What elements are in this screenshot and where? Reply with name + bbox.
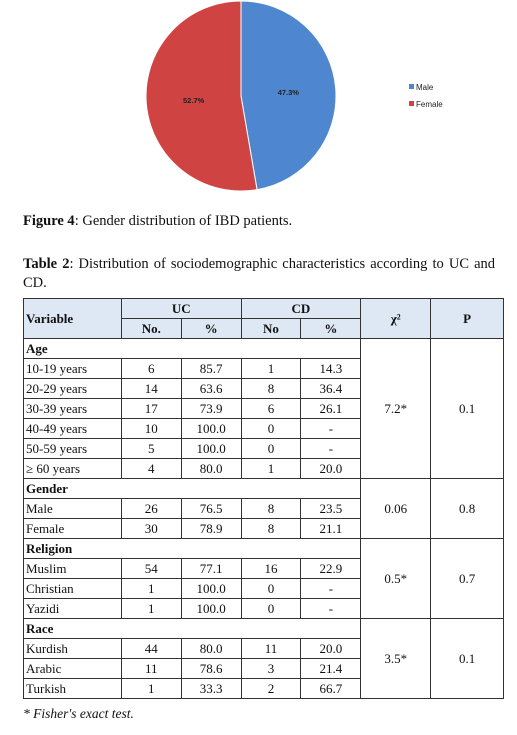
- uc-count: 10: [121, 419, 181, 439]
- table-caption-label: Table 2: [23, 256, 70, 272]
- uc-percent: 76.5: [181, 499, 241, 519]
- uc-percent: 80.0: [181, 639, 241, 659]
- cd-count: 0: [241, 419, 301, 439]
- header-uc-no: No.: [121, 319, 181, 339]
- cd-percent: 26.1: [301, 399, 361, 419]
- row-label: 30-39 years: [24, 399, 122, 419]
- cd-count: 1: [241, 459, 301, 479]
- table-footnote: * Fisher's exact test.: [23, 706, 134, 721]
- row-label: Muslim: [24, 559, 122, 579]
- cd-percent: -: [301, 419, 361, 439]
- group-name: Religion: [24, 539, 361, 559]
- header-cd: CD: [241, 299, 361, 319]
- header-cd-no: No: [241, 319, 301, 339]
- uc-percent: 100.0: [181, 439, 241, 459]
- header-cd-pct: %: [301, 319, 361, 339]
- header-uc: UC: [121, 299, 241, 319]
- uc-percent: 100.0: [181, 599, 241, 619]
- cd-percent: 14.3: [301, 359, 361, 379]
- figure-caption-label: Figure 4: [23, 213, 75, 229]
- group-header-row: [24, 619, 504, 639]
- cd-percent: -: [301, 599, 361, 619]
- row-label: Female: [24, 519, 122, 539]
- pie-label-female: 52.7%: [183, 96, 205, 106]
- group-name: Race: [24, 619, 361, 639]
- uc-percent: 33.3: [181, 679, 241, 699]
- row-label: Christian: [24, 579, 122, 599]
- row-label: Yazidi: [24, 599, 122, 619]
- uc-percent: 85.7: [181, 359, 241, 379]
- cd-percent: 20.0: [301, 459, 361, 479]
- uc-percent: 77.1: [181, 559, 241, 579]
- uc-count: 14: [121, 379, 181, 399]
- cd-percent: 22.9: [301, 559, 361, 579]
- group-p-value: 0.8: [431, 479, 504, 539]
- group-p-value: 0.7: [431, 539, 504, 619]
- cd-count: 11: [241, 639, 301, 659]
- uc-count: 4: [121, 459, 181, 479]
- row-label: ≥ 60 years: [24, 459, 122, 479]
- group-header-row: [24, 339, 504, 359]
- uc-count: 44: [121, 639, 181, 659]
- group-name: Gender: [24, 479, 361, 499]
- uc-percent: 80.0: [181, 459, 241, 479]
- cd-percent: 21.1: [301, 519, 361, 539]
- header-p: P: [431, 299, 504, 339]
- group-p-value: 0.1: [431, 619, 504, 699]
- uc-count: 1: [121, 599, 181, 619]
- cd-count: 3: [241, 659, 301, 679]
- legend-swatch-female: [409, 101, 414, 106]
- row-label: Turkish: [24, 679, 122, 699]
- row-label: 10-19 years: [24, 359, 122, 379]
- row-label: Male: [24, 499, 122, 519]
- cd-count: 0: [241, 599, 301, 619]
- uc-count: 26: [121, 499, 181, 519]
- uc-percent: 100.0: [181, 419, 241, 439]
- figure-caption-text: : Gender distribution of IBD patients.: [74, 213, 293, 229]
- cd-count: 0: [241, 579, 301, 599]
- header-chi2: χ²: [361, 299, 431, 339]
- uc-percent: 73.9: [181, 399, 241, 419]
- cd-percent: 21.4: [301, 659, 361, 679]
- cd-count: 1: [241, 359, 301, 379]
- group-p-value: 0.1: [431, 339, 504, 479]
- row-label: 40-49 years: [24, 419, 122, 439]
- pie-label-male: 47.3%: [277, 87, 299, 97]
- cd-count: 8: [241, 499, 301, 519]
- uc-percent: 100.0: [181, 579, 241, 599]
- legend-label-male: Male: [416, 83, 434, 92]
- group-chi2: 0.5*: [361, 539, 431, 619]
- uc-count: 30: [121, 519, 181, 539]
- uc-count: 5: [121, 439, 181, 459]
- figure-caption: [23, 212, 292, 231]
- uc-count: 1: [121, 679, 181, 699]
- cd-count: 0: [241, 439, 301, 459]
- cd-percent: -: [301, 579, 361, 599]
- group-header-row: [24, 479, 504, 499]
- legend-swatch-male: [409, 84, 414, 89]
- cd-percent: 20.0: [301, 639, 361, 659]
- uc-count: 1: [121, 579, 181, 599]
- cd-percent: -: [301, 439, 361, 459]
- uc-count: 6: [121, 359, 181, 379]
- group-header-row: [24, 539, 504, 559]
- cd-count: 8: [241, 379, 301, 399]
- uc-count: 17: [121, 399, 181, 419]
- cd-percent: 23.5: [301, 499, 361, 519]
- group-name: Age: [24, 339, 361, 359]
- group-chi2: 3.5*: [361, 619, 431, 699]
- group-chi2: 7.2*: [361, 339, 431, 479]
- sociodemographic-table: [23, 298, 504, 699]
- group-chi2: 0.06: [361, 479, 431, 539]
- legend-label-female: Female: [416, 100, 443, 109]
- row-label: Kurdish: [24, 639, 122, 659]
- cd-count: 6: [241, 399, 301, 419]
- cd-percent: 66.7: [301, 679, 361, 699]
- uc-percent: 63.6: [181, 379, 241, 399]
- table-caption-text: : Distribution of sociodemographic characteristics according to UC and CD.: [23, 256, 496, 291]
- row-label: Arabic: [24, 659, 122, 679]
- row-label: 50-59 years: [24, 439, 122, 459]
- table-caption: [23, 255, 495, 293]
- header-variable: Variable: [24, 299, 122, 339]
- uc-percent: 78.9: [181, 519, 241, 539]
- uc-count: 11: [121, 659, 181, 679]
- uc-percent: 78.6: [181, 659, 241, 679]
- cd-percent: 36.4: [301, 379, 361, 399]
- cd-count: 16: [241, 559, 301, 579]
- pie-chart: [0, 0, 517, 200]
- cd-count: 2: [241, 679, 301, 699]
- header-uc-pct: %: [181, 319, 241, 339]
- cd-count: 8: [241, 519, 301, 539]
- uc-count: 54: [121, 559, 181, 579]
- row-label: 20-29 years: [24, 379, 122, 399]
